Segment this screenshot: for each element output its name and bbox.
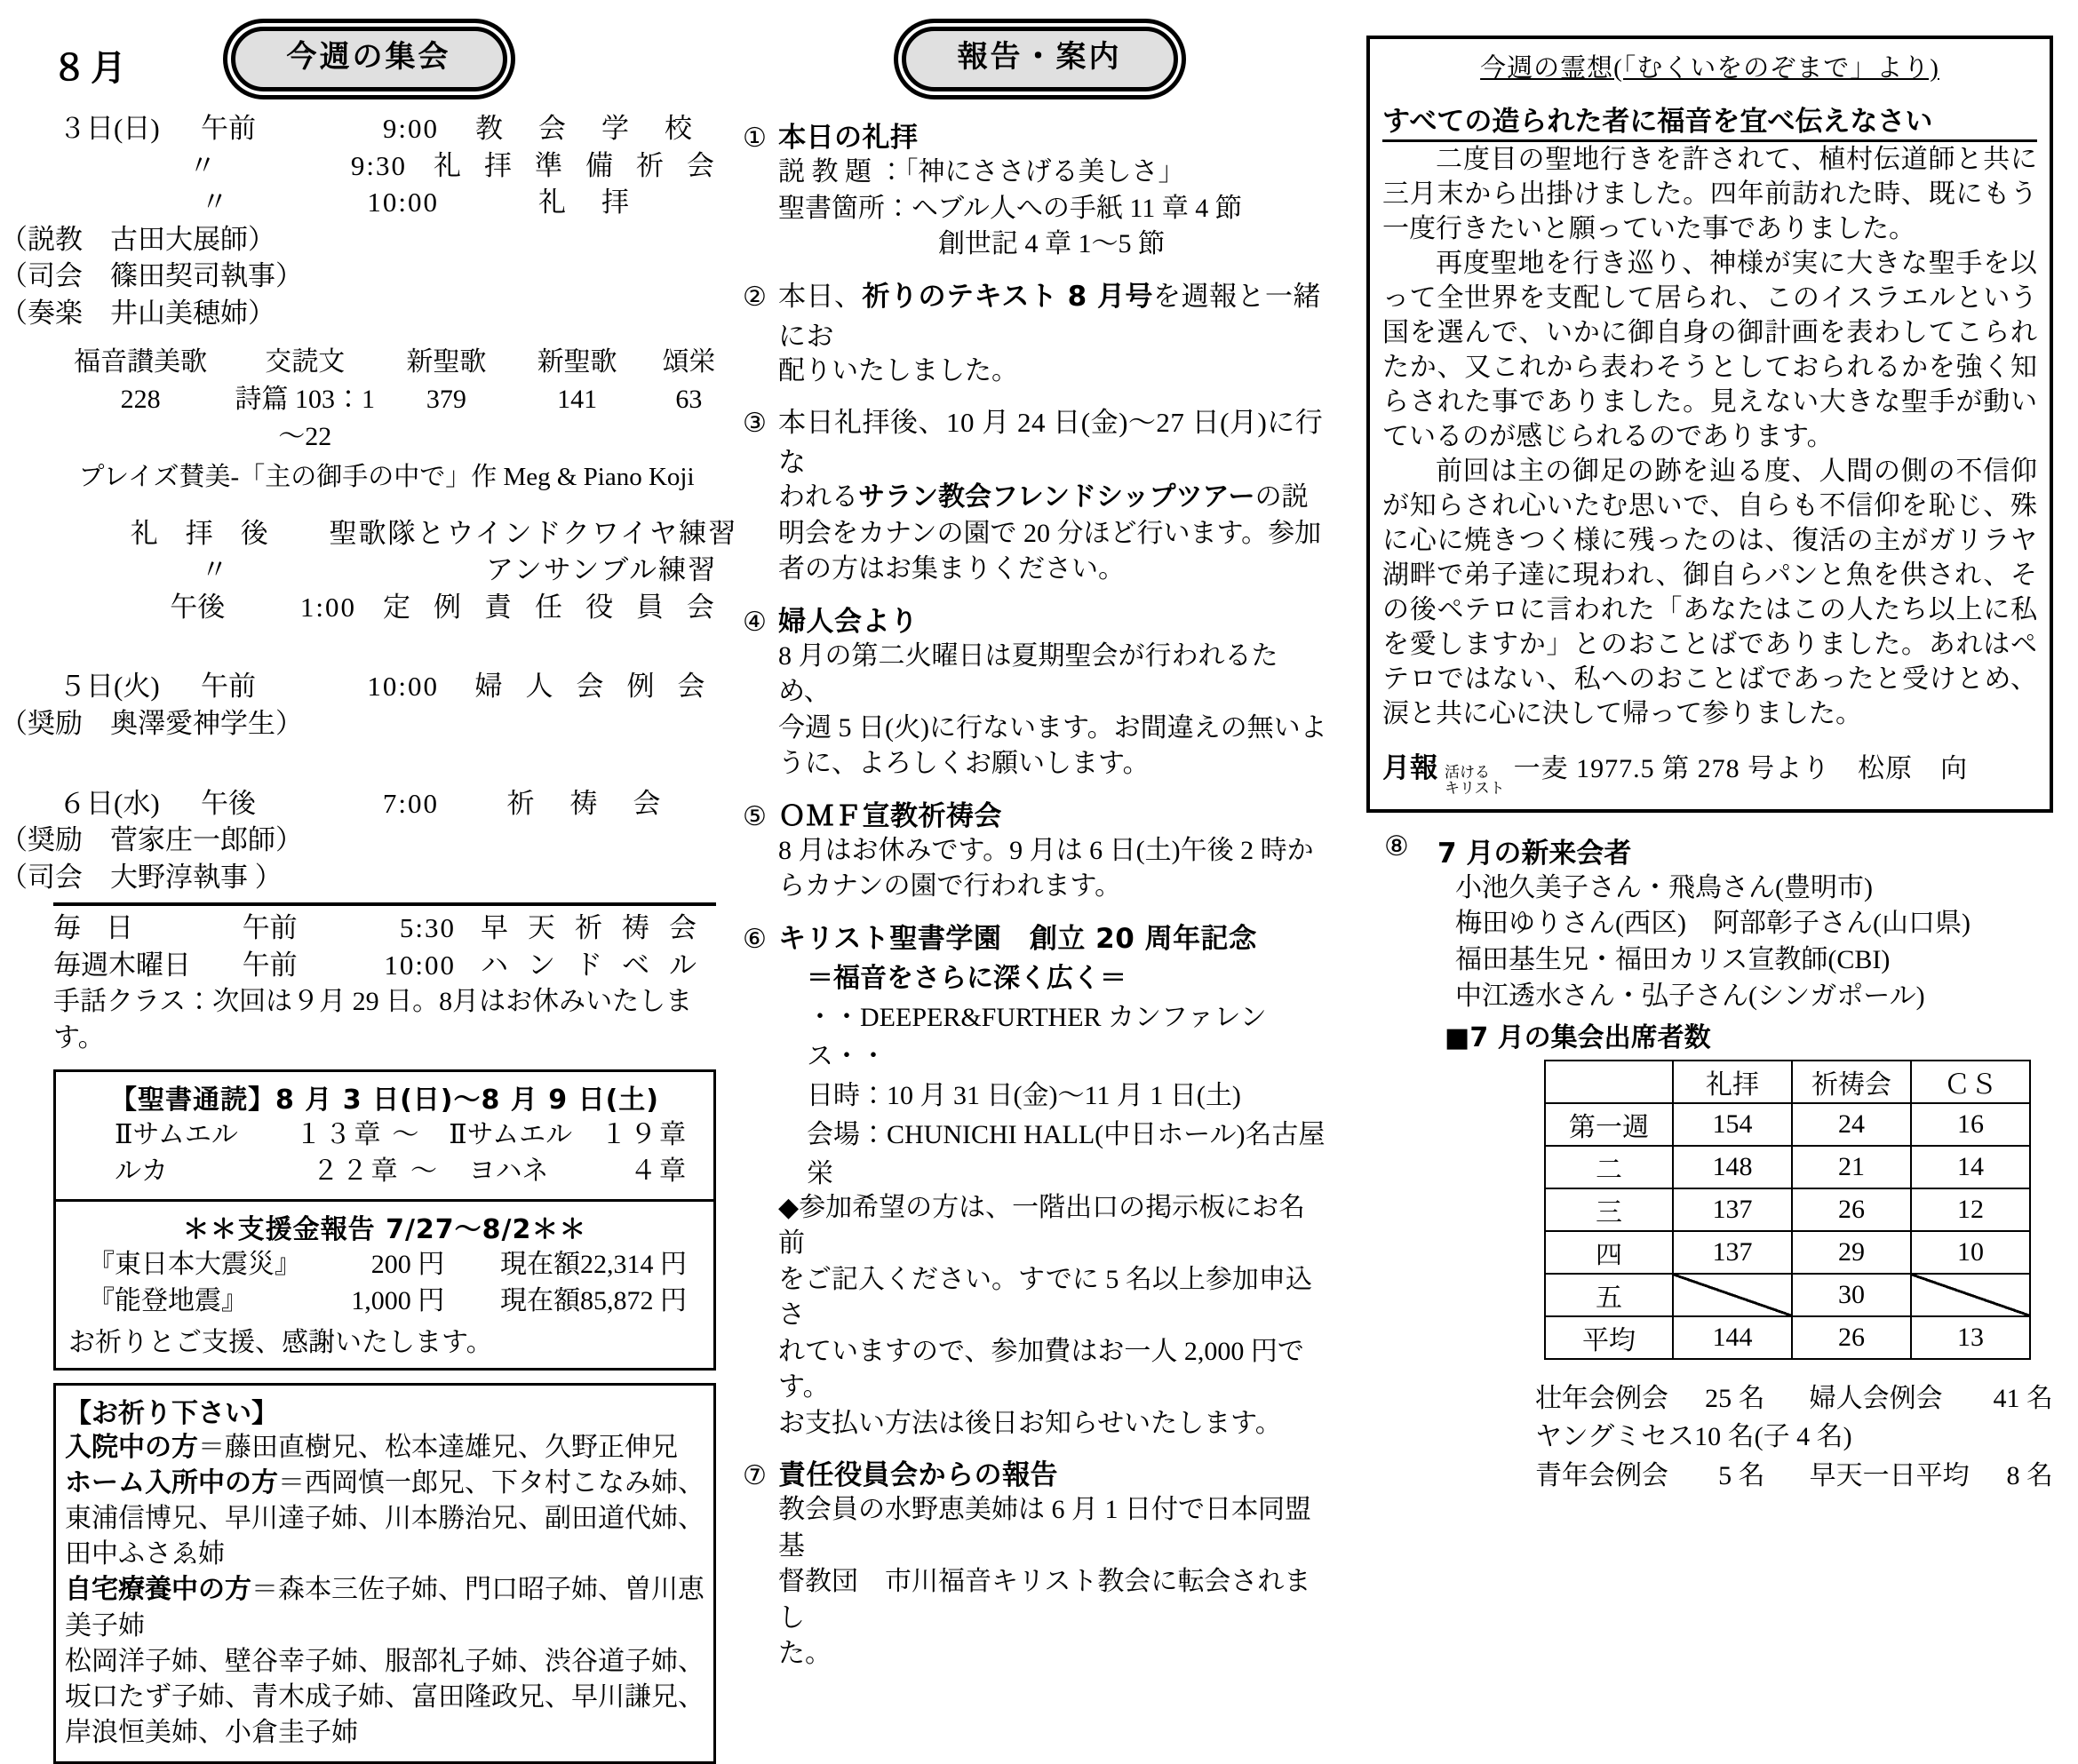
schedule-time: 9:30 [350, 149, 408, 181]
attendance-prayer: 24 [1792, 1103, 1911, 1146]
stat-row [1535, 1457, 2053, 1496]
schedule-row [0, 110, 737, 147]
attendance-worship: 137 [1673, 1231, 1792, 1274]
attendance-worship: 144 [1673, 1316, 1792, 1359]
announcement-list [743, 115, 1329, 1673]
announcement-body [743, 354, 1329, 390]
attendance-cs: 12 [1911, 1188, 2030, 1231]
schedule-date: ３日(日) [59, 113, 160, 145]
prayer-request-box [53, 1383, 716, 1764]
prayer-group-names: 藤田直樹兄、松本達雄兄、久野正伸兄 [225, 1432, 678, 1462]
hymn-table [0, 344, 737, 496]
table-row [1545, 1103, 2030, 1146]
stat-value-1: 25 名 [1705, 1383, 1765, 1413]
attendance-prayer: 21 [1792, 1146, 1911, 1188]
announcement-body [743, 1492, 1329, 1673]
stat-label-2 [1810, 1418, 1985, 1457]
schedule-ampm: 午前 [201, 671, 256, 703]
bible-reading-row [65, 1116, 705, 1153]
announcement-head [743, 916, 1329, 956]
announcement-line: 督教団 市川福音キリスト教会に転会されまし [778, 1567, 1311, 1633]
announcement-number: ⑦ [743, 1461, 768, 1491]
praise-line: プレイズ賛美-「主の御手の中で」作 Meg & Piano Koji [78, 463, 695, 492]
schedule-row [0, 785, 737, 822]
announcement-head [743, 1452, 1329, 1492]
attendance-week-label: 二 [1545, 1146, 1673, 1188]
announcement-emphasis: サラン教会フレンドシップツアー [858, 481, 1255, 513]
meditation-box [1366, 36, 2053, 813]
announcement-number: ③ [743, 409, 768, 439]
prayer-request-groups [65, 1430, 705, 1752]
schedule-spacer [0, 762, 737, 785]
meditation-source-rest: 一麦 1977.5 第 278 号より 松原 向 [1513, 754, 1969, 783]
announcement-title: 婦人会より [778, 605, 919, 638]
stat-value-2: 41 名 [1993, 1383, 2053, 1413]
stat-value-1: 5 名 [1718, 1460, 1765, 1490]
attendance-thead [1545, 1061, 2030, 1103]
bible-reading-row [65, 1153, 705, 1189]
meditation-source-ruby [1437, 765, 1514, 797]
bible-chapter-to: ４章 [630, 1156, 689, 1187]
table-row [1545, 1146, 2030, 1188]
stat-label-1: 壮年会例会 [1535, 1383, 1668, 1413]
daily-rows [53, 910, 716, 984]
stat-value-2 [1985, 1418, 2053, 1457]
announcement-head [743, 599, 1329, 639]
donation-total-amount: 22,314 円 [580, 1249, 687, 1279]
prayer-names-continued: 岸浪恒美姉、小倉圭子姉 [65, 1718, 358, 1748]
attendance-cs: 14 [1911, 1146, 2030, 1188]
schedule-title: 礼拝 [538, 187, 665, 219]
table-row [1545, 1188, 2030, 1231]
announcement-line: 創世記 4 章 1～5 節 [778, 229, 1165, 259]
announcement-body [743, 480, 1329, 588]
announcement-number: ⑤ [743, 801, 768, 831]
daily-title: ハンドベル [480, 950, 716, 981]
announcement-line: われるサラン教会フレンドシップツアーの説 [778, 481, 1309, 513]
announcement-line: た。 [778, 1639, 832, 1669]
newcomer-entry: 福田基生兄・福田カリス宣教師(CBI) [1455, 945, 1891, 975]
stat-label-1: 青年会例会 [1535, 1460, 1668, 1490]
attendance-cs: 16 [1911, 1103, 2030, 1146]
schedule-wednesday [0, 762, 737, 896]
hymn-header: 新聖歌 [406, 347, 487, 377]
attendance-week-label: 四 [1545, 1231, 1673, 1274]
daily-ampm: 午前 [242, 912, 298, 944]
announcement-lead: 本日礼拝後、10 月 24 日(金)～27 日(月)に行な [778, 407, 1324, 479]
schedule-time: 7:00 [382, 787, 439, 819]
announcement-note-line: ◆参加希望の方は、一階出口の掲示板にお名前 [778, 1192, 1306, 1259]
attendance-cs: 10 [1911, 1231, 2030, 1274]
schedule-title: 聖歌隊とウインドクワイヤ練習 [329, 517, 737, 549]
prayer-group-eq: ＝ [198, 1432, 225, 1462]
hymn-values [0, 381, 737, 456]
announcement-subtitle: ＝福音をさらに深く広く＝ [807, 962, 1127, 994]
prayer-group [65, 1430, 705, 1466]
daily-title: 早天祈祷会 [480, 912, 716, 944]
daily-row [53, 947, 716, 984]
attendance-subheading: ■7 月の集会出席者数 [1445, 1021, 1711, 1053]
attendance-column-header: 祈祷会 [1792, 1061, 1911, 1103]
donation-total-amount: 85,872 円 [580, 1286, 687, 1316]
announcement-lead: 本日、祈りのテキスト 8 月号を週報と一緒にお [778, 280, 1322, 352]
schedule-title: アンサンブル練習 [486, 554, 717, 586]
schedule-title: 祈祷会 [506, 787, 697, 819]
announcement-line: 教会員の水野恵美姉は 6 月 1 日付で日本同盟基 [778, 1495, 1311, 1561]
newcomers-head [1366, 830, 2053, 870]
announcement-item [743, 599, 1329, 783]
ruby-bottom: キリスト [1445, 779, 1505, 797]
announcement-line: 今週 5 日(火)に行ないます。お間違えの無いよ [778, 712, 1327, 743]
attendance-prayer: 26 [1792, 1316, 1911, 1359]
bible-range-tilde: ～ [410, 1156, 437, 1187]
announcement-line: 者の方はお集まりください。 [778, 554, 1125, 584]
stat-label-2: 早天一日平均 [1809, 1460, 1970, 1490]
schedule-note: （司会 篠田契司執事） [0, 260, 303, 292]
schedule-row [0, 184, 737, 221]
announcement-item [743, 1452, 1329, 1673]
donation-footer: お祈りとご支援、感謝いたします。 [68, 1327, 493, 1357]
donation-total-label: 現在額 [500, 1249, 580, 1279]
attendance-worship: 154 [1673, 1103, 1792, 1146]
meditation-paragraphs [1382, 142, 2037, 731]
prayer-group-names: 森本三佐子姉、門口昭子姉、曽川恵美子姉 [65, 1575, 705, 1641]
hymn-header: 交読文 [265, 347, 346, 377]
meetings-heading: 今週の集会 [231, 27, 507, 91]
attendance-cs [1911, 1274, 2030, 1316]
schedule-after-service [0, 515, 737, 626]
attendance-column-header [1545, 1061, 1673, 1103]
donation-row [65, 1283, 705, 1319]
schedule-date: ５日(火) [59, 671, 160, 703]
schedule-row [0, 589, 737, 626]
announcement-number: ⑥ [743, 924, 768, 954]
attendance-prayer: 29 [1792, 1231, 1911, 1274]
newcomer-entry: 梅田ゆりさん(西区) 阿部彰子さん(山口県) [1455, 909, 1971, 939]
donation-report-box [53, 1202, 716, 1371]
left-column [0, 0, 738, 1748]
schedule-title: 礼拝準備祈会 [434, 149, 738, 181]
meditation-paragraph: 再度聖地を行き巡り、神様が実に大きな聖手を以って全世界を支配して居られ、このイスラエルという国を選んで、いかに御自身の御計画を表わしてこられたか、又これから表わそうとしておられるかを強く知らされた事でありました。見えない大きな聖手が動いているのが感じられるのであります。 [1382, 249, 2037, 451]
schedule-time: 10:00 [367, 187, 439, 219]
announcement-detail-line: ・・DEEPER&FURTHER カンファレンス・・ [807, 1002, 1267, 1071]
announcement-line: うに、よろしくお願いします。 [778, 749, 1150, 779]
prayer-group-names: 西岡慎一郎兄、下タ村こなみ姉、 [305, 1467, 705, 1498]
prayer-group-label: 自宅療養中の方 [65, 1574, 251, 1606]
schedule-title: 教会学校 [475, 113, 728, 145]
daily-when: 毎週木曜日 [53, 950, 191, 981]
announcement-number: ① [743, 123, 768, 154]
month-label: ８月 [52, 48, 130, 90]
donation-rows [65, 1246, 705, 1320]
announcement-body [743, 639, 1329, 783]
schedule-date: ６日(水) [59, 787, 160, 819]
schedule-spacer [0, 645, 737, 668]
prayer-group-label: 入院中の方 [65, 1431, 198, 1463]
announcement-body [743, 833, 1329, 905]
attendance-week-label: 五 [1545, 1274, 1673, 1316]
stat-value-2: 8 名 [2006, 1460, 2053, 1490]
table-row [1545, 1274, 2030, 1316]
announcement-line: 8 月の第二火曜日は夏期聖会が行われるため、 [778, 640, 1278, 707]
attendance-table [1544, 1060, 2031, 1360]
schedule-ampm: 午前 [201, 113, 256, 145]
announcement-note-line: お支払い方法は後日お知らせいたします。 [778, 1408, 1282, 1438]
announcement-line: 明会をカナンの園で 20 分ほど行います。参加 [778, 518, 1322, 548]
bible-book-from: ルカ [115, 1156, 168, 1187]
stat-row [1535, 1418, 2053, 1457]
hymn-header: 福音讃美歌 [74, 347, 208, 377]
donation-fund-name: 『東日本大震災』 [88, 1249, 301, 1279]
attendance-header-row [1545, 1061, 2030, 1103]
prayer-group [65, 1572, 705, 1643]
prayer-names-continued: 田中ふさゑ姉 [65, 1539, 225, 1569]
attendance-worship [1673, 1274, 1792, 1316]
prayer-group-eq: ＝ [278, 1467, 305, 1498]
hymn-value: 63 [675, 385, 703, 415]
announcement-title: 本日の礼拝 [778, 122, 919, 155]
prayer-group-label: ホーム入所中の方 [65, 1466, 278, 1498]
announcement-note-line: をご記入ください。すでに 5 名以上参加申込さ [778, 1264, 1312, 1331]
prayer-request-title: 【お祈り下さい】 [65, 1397, 278, 1429]
stat-label-2: 婦人会例会 [1809, 1383, 1943, 1413]
announcement-head [743, 115, 1329, 155]
stat-row [1535, 1379, 2053, 1418]
bible-book-to: Ⅱサムエル [449, 1120, 573, 1150]
right-column [1342, 0, 2078, 1490]
newcomer-entry: 小池久美子さん・飛鳥さん(豊明市) [1455, 872, 1873, 902]
bible-chapter-from: １３章 [295, 1120, 384, 1150]
donation-row [65, 1246, 705, 1283]
donation-amount: 200 円 [370, 1249, 445, 1279]
announcement-line: 説 教 題 ：「神にささげる美しさ」 [778, 157, 1185, 187]
schedule-ampm: 〃 [188, 149, 217, 181]
schedule-ampm: 〃 [201, 554, 228, 586]
announcement-line: 8 月はお休みです。9 月は 6 日(土)午後 2 時か [778, 835, 1314, 865]
donation-total-label: 現在額 [500, 1286, 580, 1316]
attendance-week-label: 三 [1545, 1188, 1673, 1231]
hymn-value: 228 [120, 385, 161, 415]
announcement-number: ④ [743, 607, 768, 637]
stat-label-1: ヤングミセス [1535, 1422, 1695, 1452]
hymn-header: 新聖歌 [537, 347, 617, 377]
schedule-note: （奨励 奥澤愛神学生） [0, 708, 303, 739]
attendance-worship: 137 [1673, 1188, 1792, 1231]
bible-reading-box [53, 1069, 716, 1202]
schedule-note: （説教 古田大展師） [0, 223, 275, 255]
daily-schedule [53, 902, 716, 1057]
bible-reading-rows [65, 1116, 705, 1190]
announcement-line: 配りいたしました。 [778, 355, 1018, 385]
table-row [1545, 1316, 2030, 1359]
schedule-row [0, 147, 737, 185]
schedule-sunday [0, 110, 737, 331]
schedule-ampm: 午後 [201, 787, 256, 819]
bible-chapter-from: ２２章 [312, 1156, 401, 1187]
attendance-cs: 13 [1911, 1316, 2030, 1359]
schedule-note: （奨励 菅家庄一郎師） [0, 824, 303, 856]
hymn-value: 141 [557, 385, 598, 415]
meditation-paragraph: 前回は主の御足の跡を辿る度、人間の側の不信仰が知らされ心いたむ思いで、自らも不信仰を恥じ、殊に心に焼きつく様に残ったのは、復活の主がガリラヤ湖畔で弟子達に現われ、御自らパンと魚を供され、その後ペテロに言われた「あなたはこの人たち以上に私を愛しますか」とのおことばでありました。あれはペテロではない、私へのおことばであったと受けとめ、涙と共に心に決して帰って参りました。 [1382, 457, 2037, 728]
daily-when: 毎日 [53, 912, 158, 944]
middle-column [737, 0, 1342, 1669]
meditation-paragraph: 二度目の聖地行きを許されて、植村伝道師と共に三月末から出掛けました。四年前訪れた時、既にもう一度行きたいと願っていた事でありました。 [1382, 145, 2037, 243]
schedule-time: 9:00 [382, 113, 439, 145]
announcement-item [743, 400, 1329, 588]
prayer-names-continued: 東浦信博兄、早川達子姉、川本勝治兄、副田道代姉、 [65, 1503, 705, 1533]
bible-reading-title: 【聖書通読】8 月 3 日(日)～8 月 9 日(土) [109, 1085, 659, 1116]
meditation-source-label: 月報 [1382, 752, 1437, 784]
prayer-group-eq: ＝ [251, 1575, 278, 1605]
newcomers-title: 7 月の新来会者 [1437, 837, 1632, 870]
daily-time: 10:00 [384, 950, 456, 981]
donation-report-title: ＊＊支援金報告 7/27～8/2＊＊ [182, 1213, 587, 1245]
announcement-body [743, 155, 1329, 263]
meditation-title: 今週の霊想(「むくいをのぞまで」より) [1480, 54, 1939, 83]
announcement-title: キリスト聖書学園 創立 20 周年記念 [778, 922, 1257, 955]
newcomers-block [1366, 830, 2053, 1496]
prayer-names-continued: 坂口たず子姉、青木成子姉、富田隆政兄、早川謙兄、 [65, 1681, 705, 1712]
announcement-line: 聖書箇所：ヘブル人への手紙 11 章 4 節 [778, 193, 1242, 223]
sign-language-class-note: 手話クラス：次回は９月 29 日。8月はお休みいたします。 [53, 987, 693, 1053]
schedule-title: 婦人会例会 [474, 671, 728, 703]
schedule-time: 1:00 [299, 591, 356, 623]
attendance-prayer: 26 [1792, 1188, 1911, 1231]
bible-book-to: ヨハネ [468, 1156, 549, 1187]
hymn-value: 詩篇 103：1～22 [235, 385, 376, 452]
newcomer-entry: 中江透水さん・弘子さん(シンガポール) [1455, 981, 1925, 1012]
bible-chapter-to: １９章 [601, 1120, 689, 1150]
hymn-headers [0, 344, 737, 381]
schedule-time: 10:00 [367, 671, 439, 703]
attendance-prayer: 30 [1792, 1274, 1911, 1316]
announcement-item [743, 274, 1329, 390]
announcement-detail-line: 日時：10 月 31 日(金)～11 月 1 日(土) [807, 1080, 1241, 1110]
schedule-title: 定例責任役員会 [383, 591, 737, 623]
attendance-week-label: 第一週 [1545, 1103, 1673, 1146]
donation-fund-name: 『能登地震』 [88, 1286, 248, 1316]
newcomers-number: ⑧ [1384, 830, 1409, 862]
bible-book-from: Ⅱサムエル [115, 1120, 238, 1150]
attendance-worship: 148 [1673, 1146, 1792, 1188]
daily-time: 5:30 [399, 912, 456, 944]
meditation-heading: すべての造られた者に福音を宜べ伝えなさい [1382, 99, 2037, 142]
announcement-head [743, 274, 1329, 354]
attendance-column-header: ＣＳ [1911, 1061, 2030, 1103]
announcements-heading: 報告・案内 [902, 27, 1178, 91]
announcement-item [743, 793, 1329, 905]
hymn-value: 379 [426, 385, 466, 415]
hymn-header: 頌栄 [662, 347, 716, 377]
schedule-ampm: 午後 [170, 591, 226, 623]
announcement-line: らカナンの園で行われます。 [778, 871, 1122, 902]
announcement-number: ② [743, 282, 768, 312]
schedule-row [0, 515, 737, 552]
schedule-note: （奏楽 井山美穂姉） [0, 297, 275, 329]
prayer-names-continued: 松岡洋子姉、壁谷幸子姉、服部礼子姉、渋谷道子姉、 [65, 1646, 705, 1676]
announcement-head [743, 793, 1329, 833]
schedule-row [0, 668, 737, 705]
bible-range-tilde: ～ [392, 1120, 419, 1150]
ruby-top: 活ける [1445, 764, 1490, 781]
announcement-item [743, 115, 1329, 263]
newcomers-lines [1366, 870, 2053, 1015]
announcement-title: ＯＭＦ宣教祈祷会 [778, 799, 1002, 832]
group-attendance-stats [1535, 1379, 2053, 1496]
attendance-column-header: 礼拝 [1673, 1061, 1792, 1103]
announcement-item [743, 916, 1329, 1442]
attendance-tbody [1545, 1103, 2030, 1359]
table-row [1545, 1231, 2030, 1274]
stat-value-1: 10 名(子 4 名) [1694, 1422, 1852, 1452]
daily-ampm: 午前 [242, 950, 298, 981]
donation-amount: 1,000 円 [351, 1286, 445, 1316]
attendance-week-label: 平均 [1545, 1316, 1673, 1359]
announcement-title: 責任役員会からの報告 [778, 1459, 1058, 1492]
announcements-heading-wrap [737, 27, 1342, 91]
daily-row [53, 910, 716, 947]
prayer-group [65, 1466, 705, 1501]
schedule-row [0, 552, 737, 589]
schedule-ampm: 〃 [201, 187, 228, 219]
announcement-note-line: れていますので、参加費はお一人 2,000 円です。 [778, 1336, 1304, 1402]
announcement-emphasis: 祈りのテキスト 8 月号 [862, 280, 1154, 313]
announcement-detail-line: 会場：CHUNICHI HALL(中日ホール)名古屋栄 [807, 1119, 1326, 1188]
schedule-ampm: 礼 拝 後 [130, 517, 268, 549]
announcement-head [743, 400, 1329, 480]
schedule-note: （司会 大野淳執事 ） [0, 861, 283, 893]
meditation-footer [1382, 745, 2037, 797]
schedule-tuesday [0, 645, 737, 742]
